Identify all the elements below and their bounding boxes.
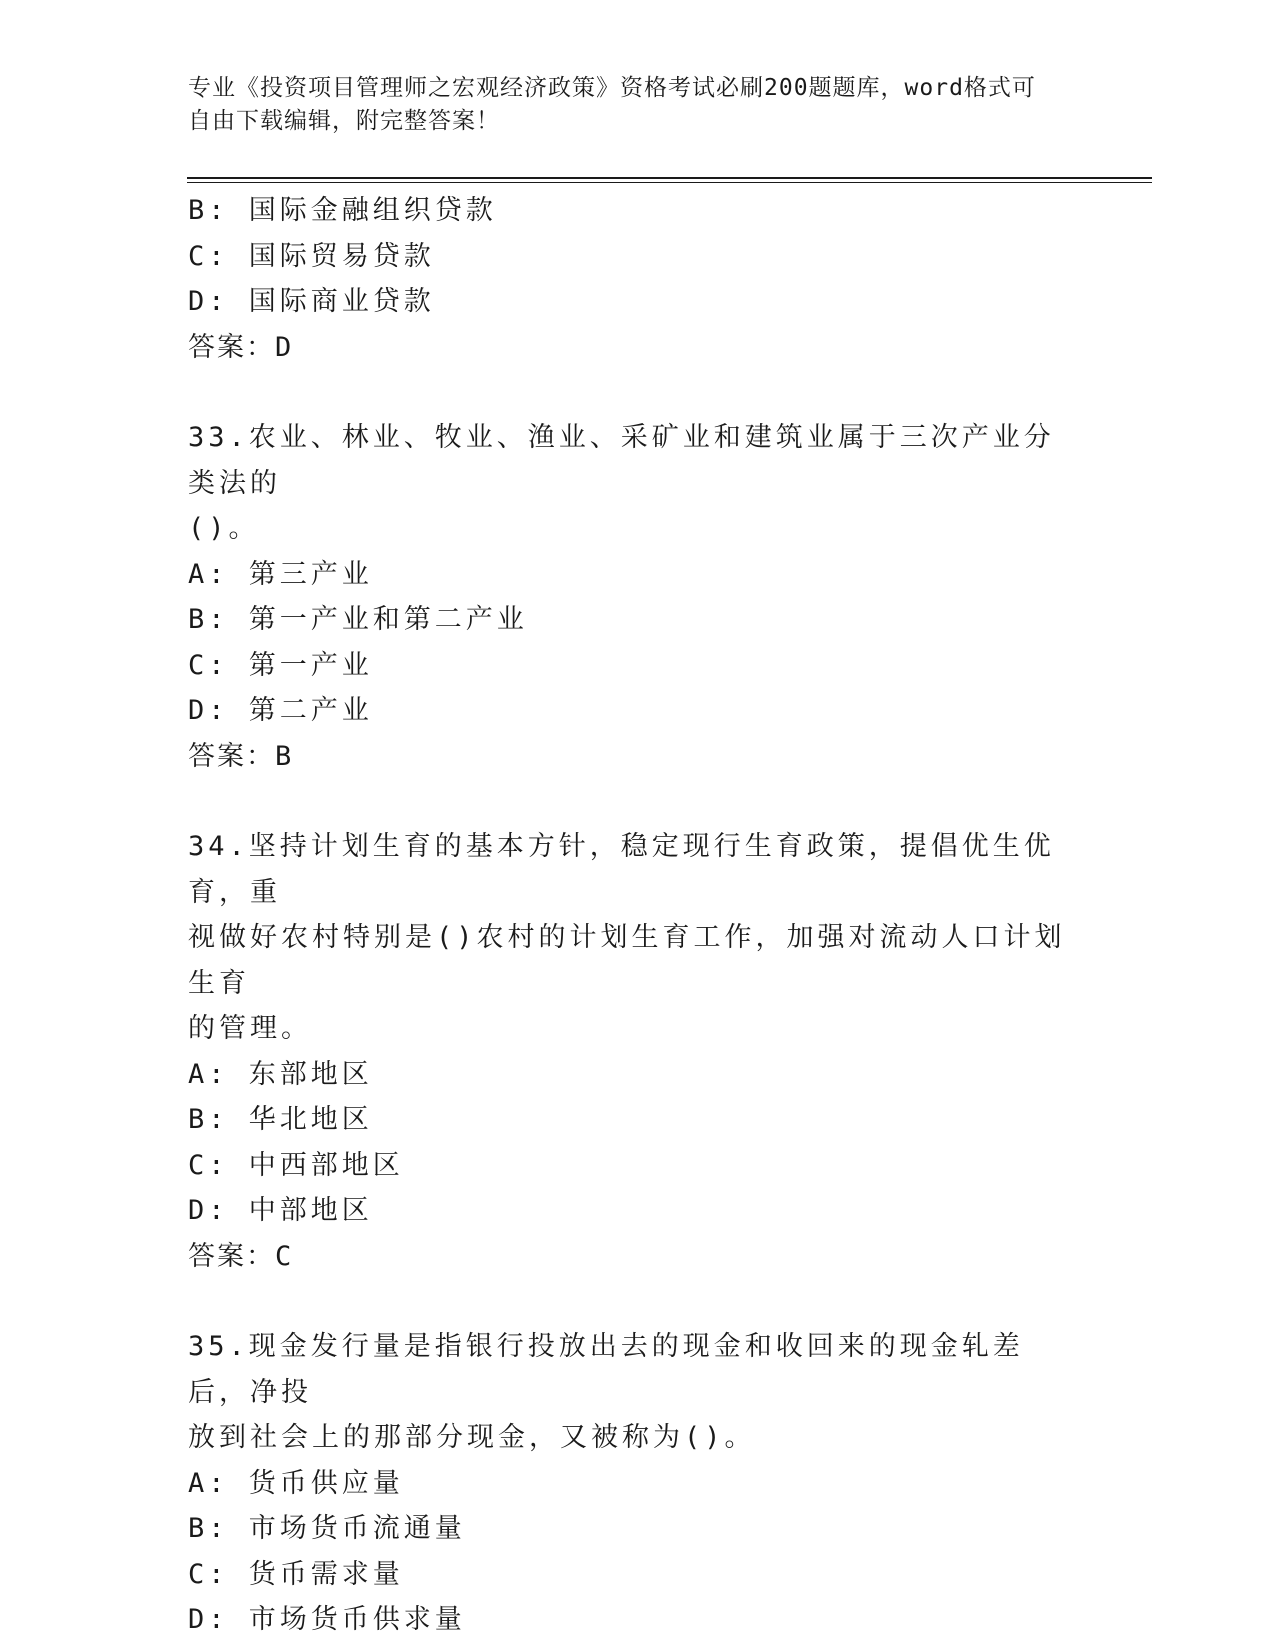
question-stem [188,415,1068,552]
answer: 答案：B [188,740,294,772]
option-d: D: 中部地区 [188,1195,373,1226]
question-list [188,188,1068,1643]
answer: 答案：D [188,331,294,363]
option-d: D: 国际商业贷款 [188,286,435,317]
stem-line: 33.农业、林业、牧业、渔业、采矿业和建筑业属于三次产业分类法的 [188,422,1055,499]
stem-line: 的管理。 [188,1013,312,1044]
header-rule-thick [187,177,1152,179]
question-stem [188,824,1068,1052]
stem-line: 34.坚持计划生育的基本方针，稳定现行生育政策，提倡优生优育，重 [188,831,1055,908]
option-c: C: 第一产业 [188,649,373,681]
option-a: A: 东部地区 [188,1058,373,1090]
stem-line: 放到社会上的那部分现金，又被称为()。 [188,1422,756,1453]
question-32 [188,188,1068,370]
spacer [188,1279,1068,1324]
option-a: A: 货币供应量 [188,1467,404,1499]
spacer [188,370,1068,415]
answer: 答案：C [188,1240,294,1272]
stem-line: ()。 [188,513,260,544]
option-d: D: 第二产业 [188,695,373,726]
question-34 [188,824,1068,1279]
header-rule-thin [187,182,1152,183]
option-a: A: 第三产业 [188,558,373,590]
document-header [188,72,1068,138]
option-c: C: 国际贸易贷款 [188,240,435,272]
question-stem [188,1324,1068,1461]
option-b: B: 市场货币流通量 [188,1513,466,1544]
stem-line: 视做好农村特别是()农村的计划生育工作，加强对流动人口计划生育 [188,922,1066,999]
option-b: B: 国际金融组织贷款 [188,195,497,226]
option-c: C: 中西部地区 [188,1149,404,1181]
question-35 [188,1324,1068,1643]
option-b: B: 第一产业和第二产业 [188,604,528,635]
spacer [188,779,1068,824]
stem-line: 35.现金发行量是指银行投放出去的现金和收回来的现金轧差后，净投 [188,1331,1024,1408]
option-b: B: 华北地区 [188,1104,373,1135]
option-c: C: 货币需求量 [188,1558,404,1590]
question-33 [188,415,1068,779]
option-d: D: 市场货币供求量 [188,1604,466,1635]
header-line-2: 自由下载编辑，附完整答案！ [188,108,500,134]
header-line-1: 专业《投资项目管理师之宏观经济政策》资格考试必刷200题题库，word格式可 [188,75,1036,101]
